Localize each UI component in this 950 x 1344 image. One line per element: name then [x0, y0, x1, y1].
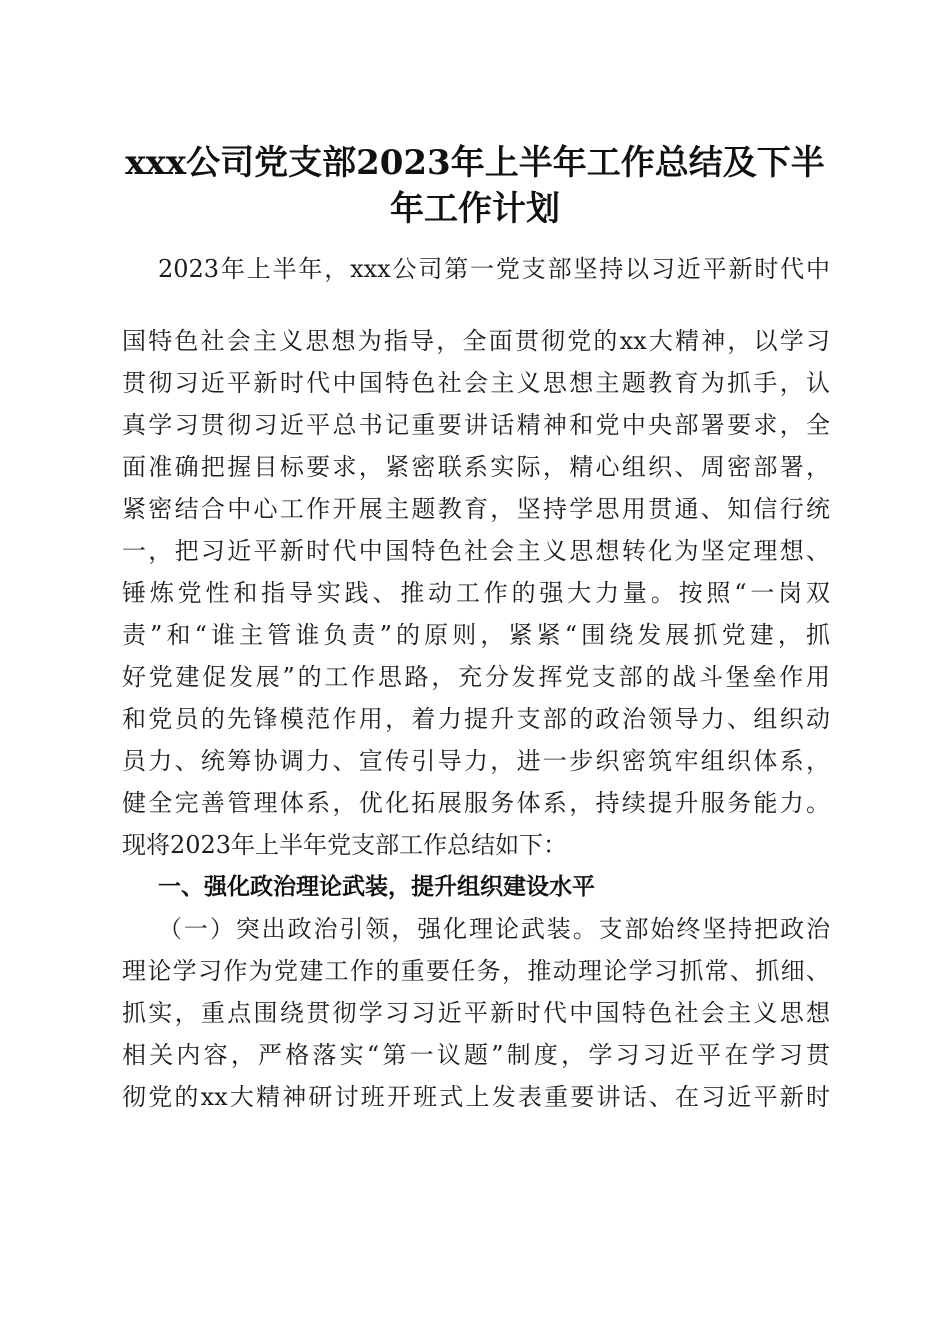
- section-heading: 一、强化政治理论武装，提升组织建设水平: [158, 874, 595, 900]
- text-line: 2023年上半年，xxx公司第一党支部坚持以习近平新时代中: [158, 255, 830, 283]
- text-line: 一，把习近平新时代中国特色社会主义思想转化为坚定理想、: [122, 537, 830, 565]
- text-line: 真学习贯彻习近平总书记重要讲话精神和党中央部署要求，全: [122, 411, 830, 439]
- text-line: 现将2023年上半年党支部工作总结如下：: [122, 831, 568, 859]
- text-line: 国特色社会主义思想为指导，全面贯彻党的xx大精神，以学习: [122, 327, 830, 355]
- text-line: 锤炼党性和指导实践、推动工作的强大力量。按照“一岗双: [122, 579, 830, 607]
- text-line: 贯彻习近平新时代中国特色社会主义思想主题教育为抓手，认: [122, 369, 830, 397]
- text-line: 责”和“谁主管谁负责”的原则，紧紧“围绕发展抓党建，抓: [122, 621, 830, 649]
- text-line: 抓实，重点围绕贯彻学习习近平新时代中国特色社会主义思想: [122, 999, 830, 1027]
- text-line: 彻党的xx大精神研讨班开班式上发表重要讲话、在习近平新时: [122, 1083, 830, 1111]
- document-title-line-1: xxx公司党支部2023年上半年工作总结及下半: [125, 143, 825, 183]
- text-line: 好党建促发展”的工作思路，充分发挥党支部的战斗堡垒作用: [122, 663, 830, 691]
- document-title-line-2: 年工作计划: [390, 189, 560, 229]
- text-line: （一）突出政治引领，强化理论武装。支部始终坚持把政治: [158, 915, 830, 943]
- text-line: 理论学习作为党建工作的重要任务，推动理论学习抓常、抓细、: [122, 957, 830, 985]
- text-line: 和党员的先锋模范作用，着力提升支部的政治领导力、组织动: [122, 705, 830, 733]
- text-line: 相关内容，严格落实“第一议题”制度，学习习近平在学习贯: [122, 1041, 830, 1069]
- text-line: 员力、统筹协调力、宣传引导力，进一步织密筑牢组织体系，: [122, 747, 830, 775]
- text-line: 紧密结合中心工作开展主题教育，坚持学思用贯通、知信行统: [122, 495, 830, 523]
- text-line: 面准确把握目标要求，紧密联系实际，精心组织、周密部署，: [122, 453, 830, 481]
- text-line: 健全完善管理体系，优化拓展服务体系，持续提升服务能力。: [122, 789, 830, 817]
